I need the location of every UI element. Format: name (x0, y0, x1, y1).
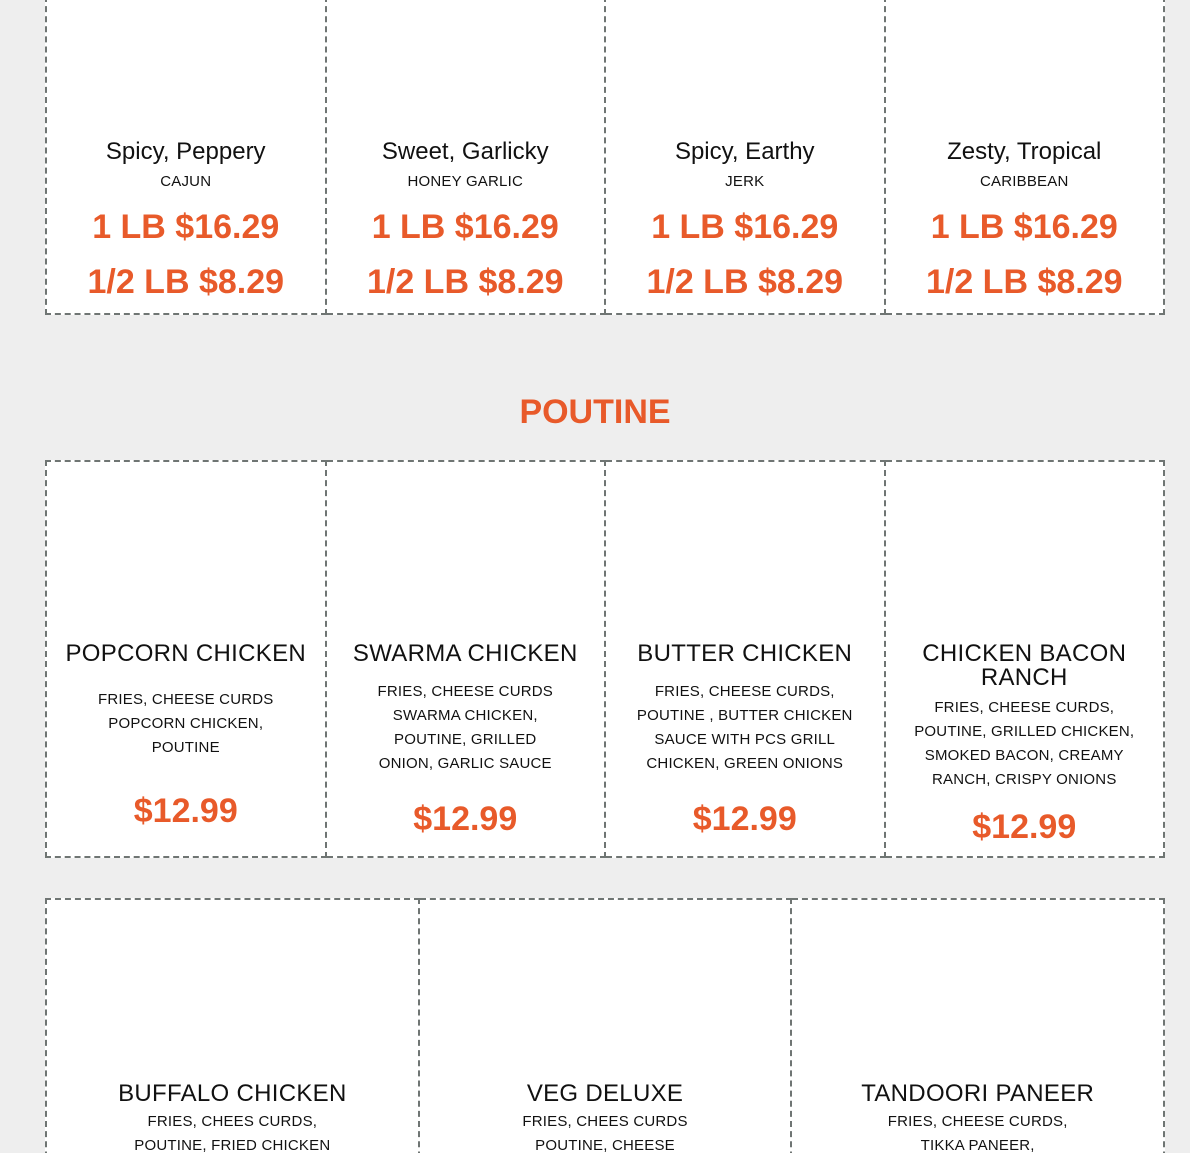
wing-price-lb: 1 LB $16.29 (92, 208, 280, 246)
wing-card-cajun[interactable] (45, 0, 327, 315)
wing-flavor: Spicy, Earthy (674, 138, 815, 165)
poutine-price: $12.99 (972, 808, 1077, 846)
poutine-description: FRIES, CHEESE CURDS, TIKKA PANEER, (887, 1113, 1068, 1153)
poutine-card-popcorn-chicken[interactable] (45, 460, 327, 858)
poutine-price: $12.99 (413, 800, 518, 838)
wing-card-honey-garlic[interactable] (327, 0, 607, 315)
poutine-description: FRIES, CHEESE CURDS, POUTINE , BUTTER CHICKEN SAUCE WITH PCS GRILL CHICKEN, GREEN ONIONS (636, 683, 853, 772)
poutine-description: FRIES, CHEESE CURDS POPCORN CHICKEN, POUTINE (98, 691, 274, 756)
poutine-name: VEG DELUXE (526, 1080, 684, 1107)
wing-flavor: Zesty, Tropical (947, 138, 1102, 165)
poutine-card-veg-deluxe[interactable] (420, 898, 793, 1153)
wing-flavor: Spicy, Peppery (105, 138, 266, 165)
poutine-description: FRIES, CHEESE CURDS, POUTINE, GRILLED CHICKEN, SMOKED BACON, CREAMY RANCH, CRISPY ONIONS (914, 699, 1135, 788)
wing-name: JERK (725, 173, 765, 190)
wings-row (45, 0, 1165, 315)
poutine-description: FRIES, CHEES CURDS POUTINE, CHEESE (522, 1113, 688, 1153)
poutine-name: BUTTER CHICKEN (637, 640, 853, 667)
wing-price-half: 1/2 LB $8.29 (925, 263, 1123, 301)
poutine-name: TANDOORI PANEER (861, 1080, 1095, 1107)
wing-price-lb: 1 LB $16.29 (651, 208, 839, 246)
poutine-row-2 (45, 898, 1165, 1153)
poutine-card-buffalo-chicken[interactable] (45, 898, 420, 1153)
wing-price-lb: 1 LB $16.29 (371, 208, 559, 246)
poutine-card-swarma-chicken[interactable] (327, 460, 607, 858)
wing-name: CARIBBEAN (980, 173, 1069, 190)
poutine-name: POPCORN CHICKEN (65, 640, 307, 667)
wing-name: CAJUN (160, 173, 212, 190)
poutine-card-butter-chicken[interactable] (606, 460, 886, 858)
wing-price-half: 1/2 LB $8.29 (87, 263, 285, 301)
poutine-name: CHICKEN BACON RANCH (922, 640, 1127, 691)
poutine-description: FRIES, CHEESE CURDS SWARMA CHICKEN, POUTINE, GRILLED ONION, GARLIC SAUCE (377, 683, 553, 772)
wing-card-jerk[interactable] (606, 0, 886, 315)
wing-price-half: 1/2 LB $8.29 (646, 263, 844, 301)
poutine-name: SWARMA CHICKEN (352, 640, 578, 667)
section-heading-poutine: POUTINE (519, 393, 671, 431)
poutine-card-chicken-bacon-ranch[interactable] (886, 460, 1166, 858)
wing-flavor: Sweet, Garlicky (381, 138, 549, 165)
wing-name: HONEY GARLIC (407, 173, 523, 190)
wing-card-caribbean[interactable] (886, 0, 1166, 315)
wing-price-lb: 1 LB $16.29 (930, 208, 1118, 246)
poutine-name: BUFFALO CHICKEN (118, 1080, 347, 1107)
wing-price-half: 1/2 LB $8.29 (366, 263, 564, 301)
poutine-row (45, 460, 1165, 858)
poutine-price: $12.99 (133, 792, 238, 830)
poutine-price: $12.99 (692, 800, 797, 838)
poutine-card-tandoori-paneer[interactable] (792, 898, 1165, 1153)
poutine-description: FRIES, CHEES CURDS, POUTINE, FRIED CHICKEN (134, 1113, 331, 1153)
